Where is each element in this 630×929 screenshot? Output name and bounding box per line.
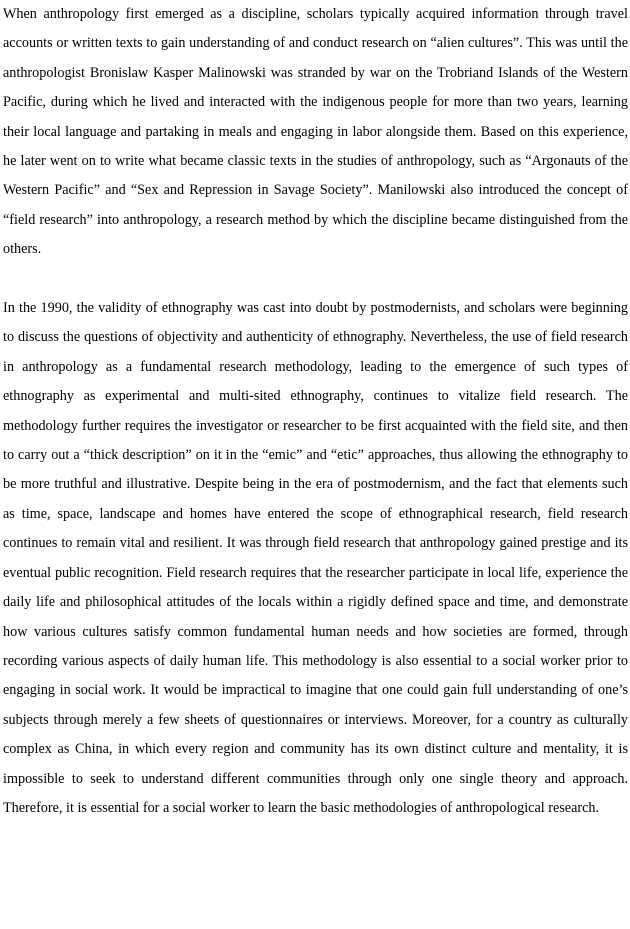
- paragraph-spacer: [3, 265, 628, 294]
- paragraph-postmodernism-ethnography: In the 1990, the validity of ethnography was cast into doubt by postmodernists, and scholars were beginning to discuss the questions of objectivity and authenticity of ethnography. Nevertheless, the use of field research in anthropology as a fundamental research methodology, leading to the emergence of such types of ethnography as experimental and multi-sited ethnography, continues to vitalize field research. The methodology further requires the investigator or researcher to be first acquainted with the field site, and then to carry out a “thick description” on it in the “emic” and “etic” approaches, thus allowing the ethnography to be more truthful and illustrative. Despite being in the era of postmodernism, and the fact that elements such as time, space, landscape and homes have entered the scope of ethnographical research, field research continues to remain vital and resilient. It was through field research that anthropology gained prestige and its eventual public recognition. Field research requires that the researcher participate in local life, experience the daily life and philosophical attitudes of the locals within a rigidly defined space and time, and demonstrate how various cultures satisfy common fundamental human needs and how societies are formed, through recording various aspects of daily human life. This methodology is also essential to a social worker prior to engaging in social work. It would be impractical to imagine that one could gain full understanding of one’s subjects through merely a few sheets of questionnaires or interviews. Moreover, for a country as culturally complex as China, in which every region and community has its own distinct culture and mentality, it is impossible to seek to understand different communities through only one single theory and approach. Therefore, it is essential for a social worker to learn the basic methodologies of anthropological research.: [3, 300, 628, 816]
- paragraph-malinowski-field-research: When anthropology first emerged as a discipline, scholars typically acquired information through travel accounts or written texts to gain understanding of and conduct research on “alien cultures”. This was until the anthropologist Bronislaw Kasper Malinowski was stranded by war on the Trobriand Islands of the Western Pacific, during which he lived and interacted with the indigenous people for more than two years, learning their local language and partaking in meals and engaging in labor alongside them. Based on this experience, he later went on to write what became classic texts in the studies of anthropology, such as “Argonauts of the Western Pacific” and “Sex and Repression in Savage Society”. Manilowski also introduced the concept of “field research” into anthropology, a research method by which the discipline became distinguished from the others.: [3, 6, 628, 258]
